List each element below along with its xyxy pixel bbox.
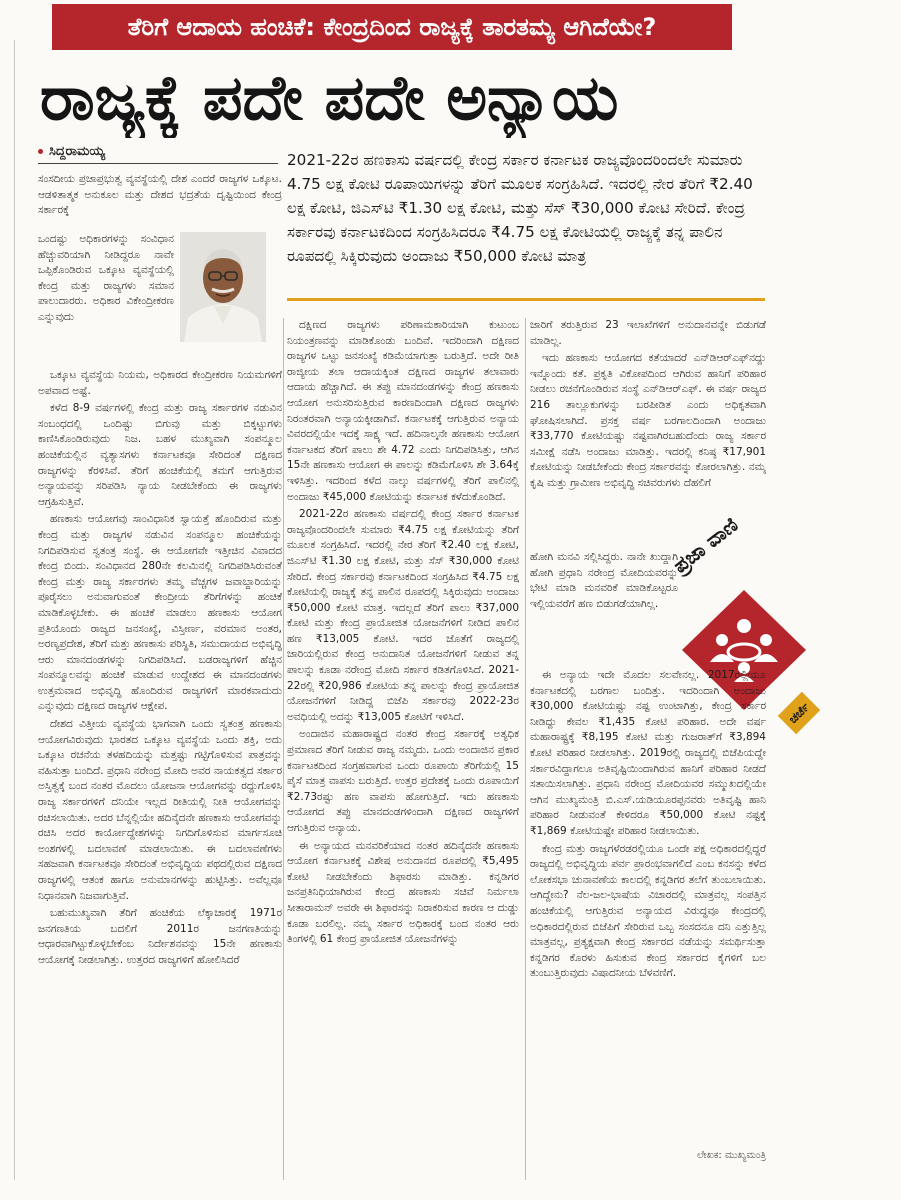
- author-credit: ಲೇಖಕ: ಮುಖ್ಯಮಂತ್ರಿ: [696, 1150, 766, 1161]
- paragraph: ದಕ್ಷಿಣದ ರಾಜ್ಯಗಳು ಪರಿಣಾಮಕಾರಿಯಾಗಿ ಕುಟುಂಬ ನಿಯಂತ್ರಣವನ್ನು ಮಾಡಿಕೊಂಡು ಬಂದಿವೆ. ಇದರಿಂದಾಗಿ ದಕ್ಷಿಣದ ರಾಜ್ಯಗಳ ಒಟ್ಟು ಜನಸಂಖ್ಯೆ ಕಡಿಮೆಯಾಗುತ್ತಾ ಬರುತ್ತಿದೆ. ಅದೇ ರೀತಿ ರಾಜ್ಯೀಯ ತಲಾ ಆದಾಯಕ್ಕಿಂತ ದಕ್ಷಿಣದ ರಾಜ್ಯಗಳ ತಲಾವಾರು ಆದಾಯ ಹೆಚ್ಚಾಗಿದೆ. ಈ ತಪ್ಪು ಮಾನದಂಡಗಳನ್ನು ಕೇಂದ್ರ ಹಣಕಾಸು ಆಯೋಗ ಅನುಸರಿಸುತ್ತಿರುವ ಕಾರಣದಿಂದಾಗಿ ದಕ್ಷಿಣದ ರಾಜ್ಯಗಳು ನಿರಂತರವಾಗಿ ಅನ್ಯಾಯಕ್ಕೀಡಾಗಿವೆ. ಕರ್ನಾಟಕಕ್ಕೆ ಆಗುತ್ತಿರುವ ಅನ್ಯಾಯ ವಿವರದಲ್ಲಿಯೇ ಇದಕ್ಕೆ ಸಾಕ್ಷ್ಯ ಇದೆ. ಹದಿನಾಲ್ಕನೇ ಹಣಕಾಸು ಆಯೋಗ ಕರ್ನಾಟಕದ ತೆರಿಗೆ ಪಾಲು ಶೇ 4.72 ಎಂದು ನಿಗದಿಪಡಿಸಿತ್ತು, ಆಗಿನ 15ನೇ ಹಣಕಾಸು ಆಯೋಗ ಈ ಪಾಲನ್ನು ಕಡಿಮೆಗೊಳಿಸಿ ಶೇ 3.64ಕ್ಕೆ ಇಳಿಸಿತ್ತು. ಇದರಿಂದ ಕಳೆದ ನಾಲ್ಕು ವರ್ಷಗಳಲ್ಲಿ ತೆರಿಗೆ ಪಾಲಿನಲ್ಲಿ ಅಂದಾಜು ₹45,000 ಕೋಟಿಯನ್ನು ಕರ್ನಾಟಕ ಕಳೆದುಕೊಂಡಿದೆ.: [287, 319, 519, 503]
- paragraph: ಬಹುಮುಖ್ಯವಾಗಿ ತೆರಿಗೆ ಹಂಚಿಕೆಯ ಲೆಕ್ಕಾಚಾರಕ್ಕೆ 1971ರ ಜನಗಣತಿಯ ಬದಲಿಗೆ 2011ರ ಜನಗಣತಿಯನ್ನು ಆಧಾರವಾಗಿಟ್ಟುಕೊಳ್ಳಬೇಕೆಂಬ ನಿರ್ದೇಶನವನ್ನು 15ನೇ ಹಣಕಾಸು ಆಯೋಗಕ್ಕೆ ನೀಡಲಾಗಿತ್ತು. ಉತ್ತರದ ರಾಜ್ಯಗಳಿಗೆ ಹೋಲಿಸಿದರೆ: [38, 907, 282, 966]
- column-divider: [525, 318, 526, 1180]
- portrait-illustration: [180, 232, 266, 342]
- author-portrait: [180, 232, 266, 342]
- headline: ರಾಜ್ಯಕ್ಕೆ ಪದೇ ಪದೇ ಅನ್ಯಾಯ: [40, 61, 619, 134]
- paragraph: 2021-22ರ ಹಣಕಾಸು ವರ್ಷದಲ್ಲಿ ಕೇಂದ್ರ ಸರ್ಕಾರ ಕರ್ನಾಟಕ ರಾಜ್ಯವೊಂದರಿಂದಲೇ ಸುಮಾರು ₹4.75 ಲಕ್ಷ ಕೋಟಿಯನ್ನು ತೆರಿಗೆ ಮೂಲಕ ಸಂಗ್ರಹಿಸಿದೆ. ಇದರಲ್ಲಿ ನೇರ ತೆರಿಗೆ ₹2.40 ಲಕ್ಷ ಕೋಟಿ, ಜಿಎಸ್‌ಟಿ ₹1.30 ಲಕ್ಷ ಕೋಟಿ, ಮತ್ತು ಸೆಸ್ ₹30,000 ಕೋಟಿ ಸೇರಿದೆ. ಕೇಂದ್ರ ಸರ್ಕಾರವು ಕರ್ನಾಟಕದಿಂದ ಸಂಗ್ರಹಿಸಿದ ₹4.75 ಲಕ್ಷ ಕೋಟಿಯಲ್ಲಿ ರಾಜ್ಯಕ್ಕೆ ತನ್ನ ಪಾಲಿನ ರೂಪದಲ್ಲಿ ಸಿಕ್ಕಿರುವುದು ಅಂದಾಜು ₹50,000 ಕೋಟಿ ಮಾತ್ರ. ಇದಲ್ಲದೆ ತೆರಿಗೆ ಪಾಲು ₹37,000 ಕೋಟಿ ಮತ್ತು ಕೇಂದ್ರ ಪ್ರಾಯೋಜಿತ ಯೋಜನೆಗಳಿಗೆ ನೀಡಿದ ಪಾಲಿನ ಹಣ ₹13,005 ಕೋಟಿ. ಇದರ ಜೊತೆಗೆ ರಾಜ್ಯದಲ್ಲಿ ಜಾರಿಯಲ್ಲಿರುವ ಕೇಂದ್ರ ಅನುದಾನಿತ ಯೋಜನೆಗಳಿಗೆ ನೀಡುವ ತನ್ನ ಪಾಲನ್ನು ಕೂಡಾ ನರೇಂದ್ರ ಮೋದಿ ಸರ್ಕಾರ ಕಡಿತಗೊಳಿಸಿದೆ. 2021-22ರಲ್ಲಿ ₹20,986 ಕೋಟಿಯ ತನ್ನ ಪಾಲನ್ನು ಕೇಂದ್ರ ಪ್ರಾಯೋಜಿತ ಯೋಜನೆಗಳಿಗೆ ನೀಡಿದ್ದ ಬಿಜೆಪಿ ಸರ್ಕಾರವು 2022-23ರ ಅವಧಿಯಲ್ಲಿ ಅದನ್ನು ₹13,005 ಕೋಟಿಗೆ ಇಳಿಸಿದೆ.: [287, 508, 519, 723]
- paragraph: ಇದು ಹಣಕಾಸು ಆಯೋಗದ ಕತೆಯಾದರೆ ಎನ್‌ಡಿಆರ್‌ಎಫ್‌ನದ್ದು ಇನ್ನೊಂದು ಕತೆ. ಪ್ರಕೃತಿ ವಿಕೋಪದಿಂದ ಆಗಿರುವ ಹಾನಿಗೆ ಪರಿಹಾರ ನೀಡಲು ರಚನೆಗೊಂಡಿರುವ ಸಂಸ್ಥೆ ಎನ್‌ಡಿಆರ್‌ಎಫ್. ಈ ವರ್ಷ ರಾಜ್ಯದ 216 ತಾಲ್ಲೂಕುಗಳನ್ನು ಬರಪೀಡಿತ ಎಂದು ಅಧಿಕೃತವಾಗಿ ಘೋಷಿಸಲಾಗಿದೆ. ಪ್ರಸಕ್ತ ವರ್ಷ ಬರಗಾಲದಿಂದಾಗಿ ಅಂದಾಜು ₹33,770 ಕೋಟಿಯಷ್ಟು ನಷ್ಟವಾಗಿರಬಹುದೆಂದು ರಾಜ್ಯ ಸರ್ಕಾರ ಸಮೀಕ್ಷೆ ನಡೆಸಿ ಅಂದಾಜು ಮಾಡಿತ್ತು. ಇದರಲ್ಲಿ ಕನಿಷ್ಠ ₹17,901 ಕೋಟಿಯನ್ನು ನೀಡಬೇಕೆಂದು ಕೇಂದ್ರ ಸರ್ಕಾರವನ್ನು ಕೋರಲಾಗಿತ್ತು. ನಮ್ಮ ಕೃಷಿ ಮತ್ತು ಗ್ರಾಮೀಣ ಅಭಿವೃದ್ಧಿ ಸಚಿವರುಗಳು ದೆಹಲಿಗೆ: [530, 352, 766, 489]
- article-column-left-wrap: ಒಂದಷ್ಟು ಅಧಿಕಾರಗಳನ್ನು ಸಂವಿಧಾನ ಹೆಚ್ಚುವರಿಯಾಗಿ ನೀಡಿದ್ದರೂ ನಾವೇ ಒಪ್ಪಿಕೊಂಡಿರುವ ಒಕ್ಕೂಟ ವ್ಯವಸ್ಥೆಯಲ್ಲಿ ಕೇಂದ್ರ ಮತ್ತು ರಾಜ್ಯಗಳು ಸಮಾನ ಪಾಲುದಾರರು. ಅಧಿಕಾರ ವಿಕೇಂದ್ರೀಕರಣ ಎನ್ನುವುದು: [38, 233, 174, 323]
- paragraph: ದೇಶದ ವಿತ್ತೀಯ ವ್ಯವಸ್ಥೆಯ ಭಾಗವಾಗಿ ಒಂದು ಸ್ವತಂತ್ರ ಹಣಕಾಸು ಆಯೋಗವಿರುವುದು ಭಾರತದ ಒಕ್ಕೂಟ ವ್ಯವಸ್ಥೆಯ ಒಂದು ಶಕ್ತಿ, ಅದು ಒಕ್ಕೂಟ ರಚನೆಯ ತಳಹದಿಯನ್ನು ಮತ್ತಷ್ಟು ಗಟ್ಟಿಗೊಳಿಸುವ ಪಾತ್ರವನ್ನು ವಹಿಸುತ್ತಾ ಬಂದಿದೆ. ಪ್ರಧಾನಿ ನರೇಂದ್ರ ಮೋದಿ ಅವರ ನಾಯಕತ್ವದ ಸರ್ಕಾರ ಅಸ್ತಿತ್ವಕ್ಕೆ ಬಂದ ನಂತರ ಮೊದಲು ಯೋಜನಾ ಆಯೋಗವನ್ನು ರದ್ದುಗೊಳಿಸಿ ರಾಜ್ಯ ಸರ್ಕಾರಗಳಿಗೆ ದನಿಯೇ ಇಲ್ಲದ ರೀತಿಯಲ್ಲಿ ನೀತಿ ಆಯೋಗವನ್ನು ರಚಿಸಲಾಯಿತು. ಅದರ ಬೆನ್ನಲ್ಲಿಯೇ ಹದಿನೈದನೇ ಹಣಕಾಸು ಆಯೋಗವನ್ನು ರಚಿಸಿ ಅದರ ಕಾರ್ಯೋದ್ದೇಶಗಳನ್ನು ನಿಗದಿಗೊಳಿಸುವ ಮಾರ್ಗಸೂಚಿ ಅಂಶಗಳಲ್ಲಿ ಬದಲಾವಣೆ ಮಾಡಲಾಯಿತು. ಈ ಬದಲಾವಣೆಗಳು ಸಹಜವಾಗಿ ಕರ್ನಾಟಕವೂ ಸೇರಿದಂತೆ ಅಭಿವೃದ್ಧಿಯ ಪಥದಲ್ಲಿರುವ ದಕ್ಷಿಣದ ರಾಜ್ಯಗಳಲ್ಲಿ ಆತಂಕ ಹಾಗೂ ಅನುಮಾನಗಳನ್ನು ಹುಟ್ಟಿಸಿತ್ತು. ಅವೆಲ್ಲವೂ ನಿಧಾನವಾಗಿ ನಿಜವಾಗುತ್ತಿವೆ.: [38, 718, 282, 902]
- pull-quote: 2021-22ರ ಹಣಕಾಸು ವರ್ಷದಲ್ಲಿ ಕೇಂದ್ರ ಸರ್ಕಾರ ಕರ್ನಾಟಕ ರಾಜ್ಯವೊಂದರಿಂದಲೇ ಸುಮಾರು 4.75 ಲಕ್ಷ ಕೋಟಿ ರೂಪಾಯಿಗಳನ್ನು ತೆರಿಗೆ ಮೂಲಕ ಸಂಗ್ರಹಿಸಿದೆ. ಇದರಲ್ಲಿ ನೇರ ತೆರಿಗೆ ₹2.40 ಲಕ್ಷ ಕೋಟಿ, ಜಿಎಸ್‌ಟಿ ₹1.30 ಲಕ್ಷ ಕೋಟಿ, ಮತ್ತು ಸೆಸ್ ₹30,000 ಕೋಟಿ ಸೇರಿದೆ. ಕೇಂದ್ರ ಸರ್ಕಾರವು ಕರ್ನಾಟಕದಿಂದ ಸಂಗ್ರಹಿಸಿದರೂ ₹4.75 ಲಕ್ಷ ಕೋಟಿಯಲ್ಲಿ ರಾಜ್ಯಕ್ಕೆ ತನ್ನ ಪಾಲಿನ ರೂಪದಲ್ಲಿ ಸಿಕ್ಕಿರುವುದು ಅಂದಾಜು ₹50,000 ಕೋಟಿ ಮಾತ್ರ: [287, 151, 753, 265]
- paragraph: ಜಾರಿಗೆ ತರುತ್ತಿರುವ 23 ಇಲಾಖೆಗಳಿಗೆ ಅನುದಾನವನ್ನೇ ಬಿಡುಗಡೆ ಮಾಡಿಲ್ಲ.: [530, 319, 766, 347]
- logo-wordmark: ಪ್ರಜಾ ವಾಣಿ: [668, 512, 743, 578]
- paragraph: ಕೇಂದ್ರ ಮತ್ತು ರಾಜ್ಯಗಳೆರಡರಲ್ಲಿಯೂ ಒಂದೇ ಪಕ್ಷ ಅಧಿಕಾರದಲ್ಲಿದ್ದರೆ ರಾಜ್ಯದಲ್ಲಿ ಅಭಿವೃದ್ಧಿಯ ಪರ್ವ ಪ್ರಾರಂಭವಾಗಲಿದೆ ಎಂಬ ಕನಸನ್ನು ಕಳೆದ ಲೋಕಸಭಾ ಚುನಾವಣೆಯ ಕಾಲದಲ್ಲಿ ಕನ್ನಡಿಗರ ತಲೆಗೆ ತುಂಬಲಾಯಿತು. ಆಗಿದ್ದೇನು? ನೆಲ-ಜಲ-ಭಾಷೆಯ ವಿಚಾರದಲ್ಲಿ ಮಾತ್ರವಲ್ಲ ಸಂಪತ್ತಿನ ಹಂಚಿಕೆಯಲ್ಲಿ ಆಗುತ್ತಿರುವ ಅನ್ಯಾಯದ ವಿರುದ್ಧವೂ ಕೇಂದ್ರದಲ್ಲಿ ಅಧಿಕಾರದಲ್ಲಿರುವ ಬಿಜೆಪಿಗೆ ಸೇರಿರುವ ಒಬ್ಬ ಸಂಸದನೂ ದನಿ ಎತ್ತುತ್ತಿಲ್ಲ ಮಾತ್ರವಲ್ಲ, ಪ್ರತ್ಯಕ್ಷವಾಗಿ ಕೇಂದ್ರ ಸರ್ಕಾರದ ನಡೆಯನ್ನು ಸಮರ್ಥಿಸುತ್ತಾ ಕನ್ನಡಿಗರ ಕೊರಳು ಹಿಸುಕುವ ಕೇಂದ್ರ ಸರ್ಕಾರದ ಕೈಗಳಿಗೆ ಬಲ ತುಂಬುತ್ತಿರುವುದು ವಿಷಾದನೀಯ ಬೆಳವಣಿಗೆ.: [530, 842, 766, 980]
- column-divider: [283, 318, 284, 1180]
- paragraph: ಕಳೆದ 8-9 ವರ್ಷಗಳಲ್ಲಿ ಕೇಂದ್ರ ಮತ್ತು ರಾಜ್ಯ ಸರ್ಕಾರಗಳ ನಡುವಿನ ಸಂಬಂಧದಲ್ಲಿ ಒಂದಿಷ್ಟು ಬಿಗುವು ಮತ್ತು ಬಿಕ್ಕಟ್ಟುಗಳು ಕಾಣಿಸಿಕೊಂಡಿರುವುದು ನಿಜ. ಬಹಳ ಮುಖ್ಯವಾಗಿ ಸಂಪನ್ಮೂಲ ಹಂಚಿಕೆಯಲ್ಲಿನ ವ್ಯತ್ಯಾಸಗಳು ಕರ್ನಾಟಕವೂ ಸೇರಿದಂತೆ ದಕ್ಷಿಣದ ರಾಜ್ಯಗಳನ್ನು ಕೆರಳಿಸಿವೆ. ತೆರಿಗೆ ಹಂಚಿಕೆಯಲ್ಲಿ ತಮಗೆ ಆಗುತ್ತಿರುವ ಅನ್ಯಾಯವನ್ನು ಸರಿಪಡಿಸಿ ನ್ಯಾಯ ನೀಡಬೇಕೆಂದು ಈ ರಾಜ್ಯಗಳು ಆಗ್ರಹಿಸುತ್ತಿವೆ.: [38, 402, 282, 508]
- paragraph: ಒಕ್ಕೂಟ ವ್ಯವಸ್ಥೆಯ ನಿಯಮ, ಅಧಿಕಾರದ ಕೇಂದ್ರೀಕರಣ ನಿಯಮಗಳಿಗೆ ಅಪವಾದ ಅಷ್ಟೆ.: [38, 369, 282, 397]
- article-column-right-wrap: ಹೋಗಿ ಮನವಿ ಸಲ್ಲಿಸಿದ್ದರು. ನಾನೇ ಖುದ್ದಾಗಿ ಹೋಗಿ ಪ್ರಧಾನಿ ನರೇಂದ್ರ ಮೋದಿಯವರನ್ನು ಭೇಟಿ ಮಾಡಿ ಮನವರಿಕೆ ಮಾಡಿಕೊಟ್ಟರೂ ಇಲ್ಲಿಯವರೆಗೆ ಹಣ ಬಿಡುಗಡೆಯಾಗಿಲ್ಲ.: [530, 551, 678, 610]
- pull-quote-rule: [287, 298, 765, 301]
- byline: [38, 144, 198, 159]
- article-column-left-intro: ಸಂಸದೀಯ ಪ್ರಜಾಪ್ರಭುತ್ವ ವ್ಯವಸ್ಥೆಯಲ್ಲಿ ದೇಶ ಎಂದರೆ ರಾಜ್ಯಗಳ ಒಕ್ಕೂಟ. ಆಡಳಿತಾತ್ಮಕ ಅನುಕೂಲ ಮತ್ತು ದೇಶದ ಭದ್ರತೆಯ ದೃಷ್ಟಿಯಿಂದ ಕೇಂದ್ರ ಸರ್ಕಾರಕ್ಕೆ: [38, 173, 282, 217]
- paragraph: ಹಣಕಾಸು ಆಯೋಗವು ಸಾಂವಿಧಾನಿಕ ಸ್ವಾಯತ್ತೆ ಹೊಂದಿರುವ ಮತ್ತು ಕೇಂದ್ರ ಮತ್ತು ರಾಜ್ಯಗಳ ನಡುವಿನ ಸಂಪನ್ಮೂಲ ಹಂಚಿಕೆಯನ್ನು ನಿಗದಿಪಡಿಸುವ ಸ್ವತಂತ್ರ ಸಂಸ್ಥೆ. ಈ ಆಯೋಗವೇ ಇತ್ತೀಚಿನ ವಿವಾದದ ಕೇಂದ್ರ ಬಿಂದು. ಸಂವಿಧಾನದ 280ನೇ ಕಲಮಿನಲ್ಲಿ ನಿಗದಿಪಡಿಸಿರುವಂತೆ ಕೇಂದ್ರ ಮತ್ತು ರಾಜ್ಯ ಸರ್ಕಾರಗಳು ತಮ್ಮ ವೆಚ್ಚಗಳ ಜವಾಬ್ದಾರಿಯನ್ನು ಪೂರೈಸಲು ಅನುವಾಗುವಂತೆ ಕೇಂದ್ರೀಯ ತೆರಿಗೆಗಳನ್ನು ಹಂಚಿಕೆ ಮಾಡಿಕೊಳ್ಳಬೇಕು. ಈ ಹಂಚಿಕೆ ಮಾಡಲು ಹಣಕಾಸು ಆಯೋಗ ಪ್ರತಿಯೊಂದು ರಾಜ್ಯದ ಜನಸಂಖ್ಯೆ, ವಿಸ್ತೀರ್ಣ, ವರಮಾನ ಅಂತರ, ಅರಣ್ಯಪ್ರದೇಶ, ತೆರಿಗೆ ಮತ್ತು ಹಣಕಾಸು ಪರಿಸ್ಥಿತಿ, ಸಮುದಾಯದ ಅಭಿವೃದ್ಧಿ ಆರು ಮಾನದಂಡಗಳನ್ನು ನಿಗದಿಪಡಿಸಿದೆ. ಬಡರಾಜ್ಯಗಳಿಗೆ ಹೆಚ್ಚಿನ ಸಂಪನ್ಮೂಲವನ್ನು ಹಂಚಿಕೆ ಮಾಡುವ ಉದ್ದೇಶದ ಈ ಮಾನದಂಡಗಳು ಉತ್ತಮವಾದ ಅಭಿವೃದ್ಧಿ ಹೊಂದಿರುವ ರಾಜ್ಯಗಳಿಗೆ ಮಾರಕವಾದುದು ಎನ್ನುವುದು ದಕ್ಷಿಣದ ರಾಜ್ಯಗಳ ಆಕ್ಷೇಪ.: [38, 513, 282, 713]
- byline-rule: [38, 163, 278, 164]
- article-column-middle: [287, 318, 519, 1180]
- paragraph: ಈ ಅನ್ಯಾಯದ ಮನವರಿಕೆಯಾದ ನಂತರ ಹದಿನೈದನೇ ಹಣಕಾಸು ಆಯೋಗ ಕರ್ನಾಟಕಕ್ಕೆ ವಿಶೇಷ ಅನುದಾನದ ರೂಪದಲ್ಲಿ ₹5,495 ಕೋಟಿ ನೀಡಬೇಕೆಂದು ಶಿಫಾರಸು ಮಾಡಿತ್ತು. ಕನ್ನಡಿಗರ ಜನಪ್ರತಿನಿಧಿಯಾಗಿರುವ ಕೇಂದ್ರ ಹಣಕಾಸು ಸಚಿವೆ ನಿರ್ಮಲಾ ಸೀತಾರಾಮನ್ ಅವರೇ ಈ ಶಿಫಾರಸನ್ನು ನಿರಾಕರಿಸುವ ಕಾರಣ ಆ ದುಡ್ಡು ಕೂಡಾ ಬರಲಿಲ್ಲ. ನಮ್ಮ ಸರ್ಕಾರ ಅಧಿಕಾರಕ್ಕೆ ಬಂದ ನಂತರ ಆರು ತಿಂಗಳಲ್ಲಿ 61 ಕೇಂದ್ರ ಪ್ರಾಯೋಜಿತ ಯೋಜನೆಗಳನ್ನು: [287, 839, 519, 946]
- paragraph: ಅಂದಾಜಿನ ಮಹಾರಾಷ್ಟ್ರದ ನಂತರ ಕೇಂದ್ರ ಸರ್ಕಾರಕ್ಕೆ ಅತ್ಯಧಿಕ ಪ್ರಮಾಣದ ತೆರಿಗೆ ನೀಡುವ ರಾಜ್ಯ ನಮ್ಮದು. ಒಂದು ಅಂದಾಜಿನ ಪ್ರಕಾರ ಕರ್ನಾಟಕದಿಂದ ಸಂಗ್ರಹವಾಗುವ ಒಂದು ರೂಪಾಯಿ ತೆರಿಗೆಯಲ್ಲಿ 15 ಪೈಸೆ ಮಾತ್ರ ವಾಪಸು ಬರುತ್ತಿದೆ. ಉತ್ತರ ಪ್ರದೇಶಕ್ಕೆ ಒಂದು ರೂಪಾಯಿಗೆ ₹2.73ರಷ್ಟು ಹಣ ವಾಪಸು ಹೋಗುತ್ತಿದೆ. ಇದು ಹಣಕಾಸು ಆಯೋಗದ ತಪ್ಪು ಮಾನದಂಡಗಳಿಂದಾಗಿ ದಕ್ಷಿಣದ ರಾಜ್ಯಗಳಿಗೆ ಆಗುತ್ತಿರುವ ಅನ್ಯಾಯ.: [287, 728, 519, 834]
- page-edge-rule: [14, 40, 15, 1180]
- article-column-left: [38, 368, 282, 1176]
- article-column-right: [530, 668, 766, 1142]
- paragraph: ಈ ಅನ್ಯಾಯ ಇದೇ ಮೊದಲ ಸಲವೇನಲ್ಲ. 2017ರಲ್ಲಿಯೂ ಕರ್ನಾಟಕದಲ್ಲಿ ಬರಗಾಲ ಬಂದಿತ್ತು. ಇದರಿಂದಾಗಿ ಅಂದಾಜು ₹30,000 ಕೋಟಿಯಷ್ಟು ನಷ್ಟ ಉಂಟಾಗಿತ್ತು, ಕೇಂದ್ರ ಸರ್ಕಾರ ನೀಡಿದ್ದು ಕೇವಲ ₹1,435 ಕೋಟಿ ಪರಿಹಾರ. ಅದೇ ವರ್ಷ ಮಹಾರಾಷ್ಟ್ರಕ್ಕೆ ₹8,195 ಕೋಟಿ ಮತ್ತು ಗುಜರಾತ್‌ಗೆ ₹3,894 ಕೋಟಿ ಪರಿಹಾರ ನೀಡಲಾಗಿತ್ತು. 2019ರಲ್ಲಿ ರಾಜ್ಯದಲ್ಲಿ ಬಿಜೆಪಿಯದ್ದೇ ಸರ್ಕಾರವಿದ್ದಾಗಲೂ ಅತಿವೃಷ್ಟಿಯಿಂದಾಗಿರುವ ಹಾನಿಗೆ ಪರಿಹಾರ ನೀಡದೆ ಸತಾಯಿಸಲಾಗಿತ್ತು. ಪ್ರಧಾನಿ ನರೇಂದ್ರ ಮೋದಿಯವರ ಸಮ್ಮುಖದಲ್ಲಿಯೇ ಆಗಿನ ಮುಖ್ಯಮಂತ್ರಿ ಬಿ.ಎಸ್.ಯಡಿಯೂರಪ್ಪನವರು ಅತಿವೃಷ್ಟಿ ಹಾನಿ ಪರಿಹಾರ ನೀಡುವಂತೆ ಕೇಳಿದರೂ ₹50,000 ಕೋಟಿ ನಷ್ಟಕ್ಕೆ ₹1,869 ಕೋಟಿಯಷ್ಟೇ ಪರಿಹಾರ ನೀಡಲಾಯಿತು.: [530, 669, 766, 837]
- author-name: ಸಿದ್ದರಾಮಯ್ಯ: [49, 144, 106, 159]
- logo-tag: ಚರ್ಚೆ: [778, 692, 820, 734]
- kicker-banner: ತೆರಿಗೆ ಆದಾಯ ಹಂಚಿಕೆ: ಕೇಂದ್ರದಿಂದ ರಾಜ್ಯಕ್ಕೆ ತಾರತಮ್ಯ ಆಗಿದೆಯೇ?: [52, 4, 732, 50]
- bullet-icon: [38, 149, 43, 154]
